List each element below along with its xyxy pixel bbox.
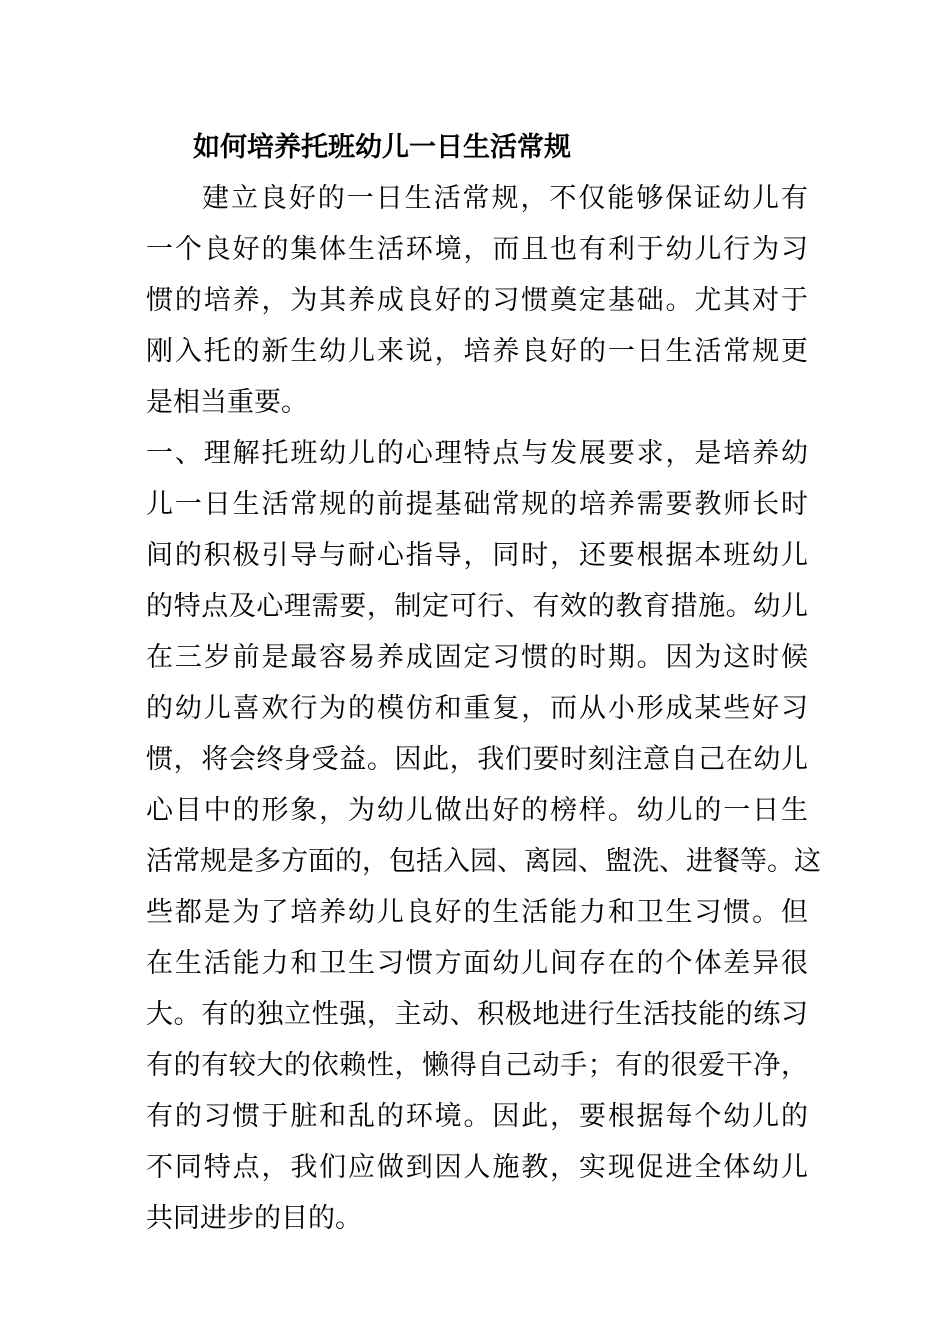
paragraph-2-line-3: 间的积极引导与耐心指导，同时，还要根据本班幼儿 [146, 540, 808, 571]
paragraph-2-line-7: 惯，将会终身受益。因此，我们要时刻注意自己在幼儿 [146, 744, 808, 775]
paragraph-1-line-4: 刚入托的新生幼儿来说，培养良好的一日生活常规更 [146, 336, 808, 367]
paragraph-2-line-9: 活常规是多方面的，包括入园、离园、盥洗、进餐等。这 [146, 846, 821, 877]
paragraph-2-line-10: 些都是为了培养幼儿良好的生活能力和卫生习惯。但 [146, 897, 808, 928]
paragraph-2-line-8: 心目中的形象，为幼儿做出好的榜样。幼儿的一日生 [146, 795, 808, 826]
paragraph-2-line-1: 一、理解托班幼儿的心理特点与发展要求，是培养幼 [146, 438, 808, 469]
paragraph-2-line-11: 在生活能力和卫生习惯方面幼儿间存在的个体差异很 [146, 948, 808, 979]
paragraph-1-line-1: 建立良好的一日生活常规，不仅能够保证幼儿有 [202, 183, 808, 214]
document-title: 如何培养托班幼儿一日生活常规 [193, 132, 571, 163]
paragraph-2-line-15: 不同特点，我们应做到因人施教，实现促进全体幼儿 [146, 1152, 808, 1183]
paragraph-2-line-4: 的特点及心理需要，制定可行、有效的教育措施。幼儿 [146, 591, 808, 622]
paragraph-2-line-12: 大。有的独立性强，主动、积极地进行生活技能的练习 [146, 999, 808, 1030]
paragraph-1-line-2: 一个良好的集体生活环境，而且也有利于幼儿行为习 [146, 234, 808, 265]
paragraph-2-line-14: 有的习惯于脏和乱的环境。因此，要根据每个幼儿的 [146, 1101, 808, 1132]
paragraph-1-line-5: 是相当重要。 [146, 387, 308, 418]
paragraph-2-line-13: 有的有较大的依赖性，懒得自己动手；有的很爱干净， [146, 1050, 808, 1081]
paragraph-2-line-16: 共同进步的目的。 [146, 1203, 362, 1234]
paragraph-1-line-3: 惯的培养，为其养成良好的习惯奠定基础。尤其对于 [146, 285, 808, 316]
paragraph-2-line-6: 的幼儿喜欢行为的模仿和重复，而从小形成某些好习 [146, 693, 808, 724]
paragraph-2-line-5: 在三岁前是最容易养成固定习惯的时期。因为这时候 [146, 642, 808, 673]
paragraph-2-line-2: 儿一日生活常规的前提基础常规的培养需要教师长时 [146, 489, 808, 520]
